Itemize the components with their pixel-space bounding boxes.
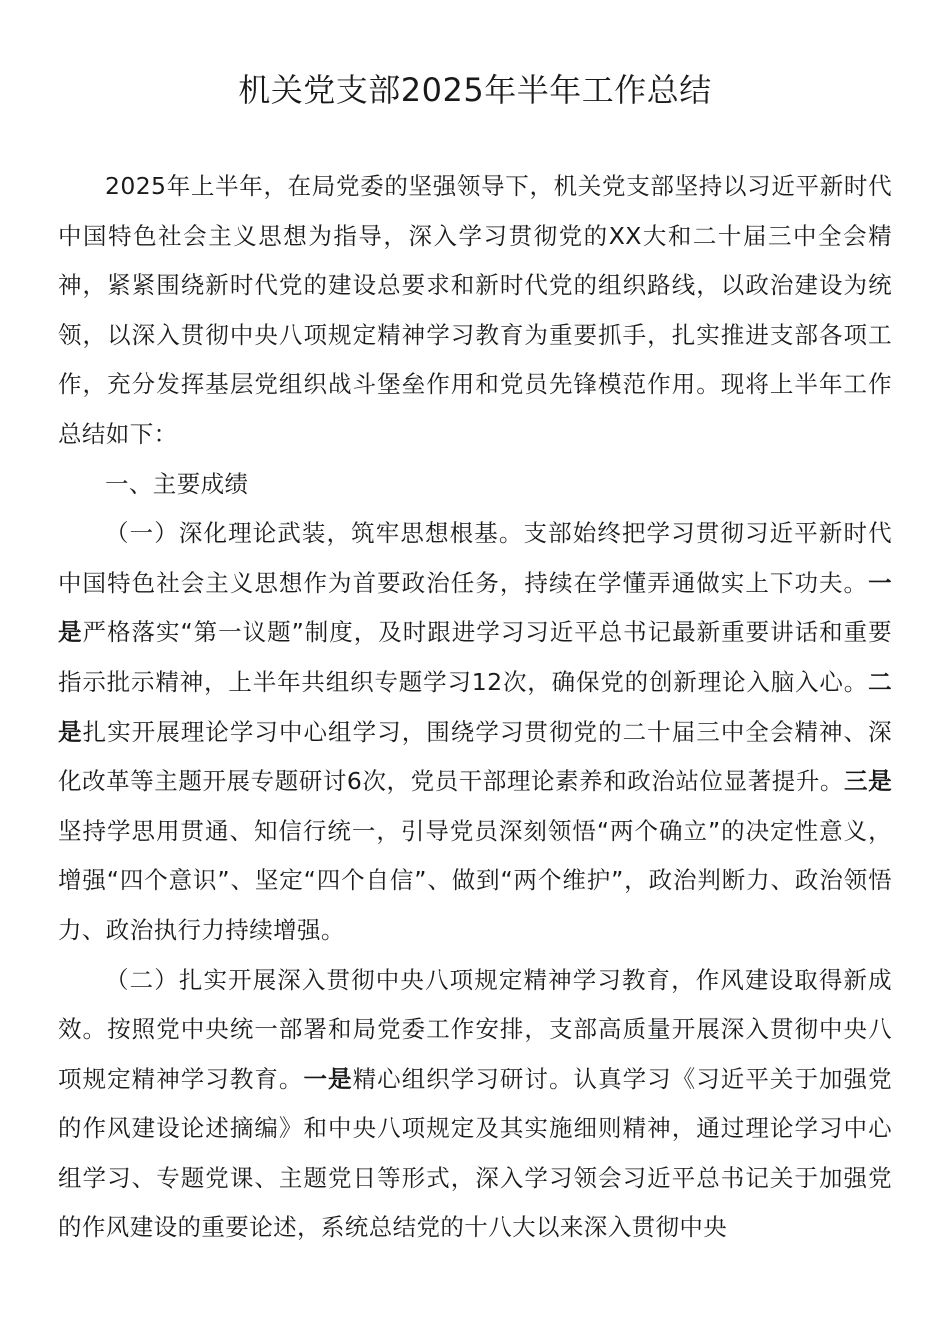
paragraph-theory-study <box>58 509 892 955</box>
point-text-first: 精心组织学习研讨。认真学习《习近平关于加强党的作风建设论述摘编》和中央八项规定及其实施细则精神，通过理论学习中心组学习、专题党课、主题党日等形式，深入学习领会习近平总书记关于加强党的作风建设的重要论述，系统总结党的十八大以来深入贯彻中央 <box>58 1064 892 1242</box>
point-label-first: 一是 <box>58 568 892 647</box>
section-heading-main-achievements: 一、主要成绩 <box>105 469 249 498</box>
point-text-third: 坚持学思用贯通、知信行统一，引导党员深刻领悟“两个确立”的决定性意义，增强“四个意识”、坚定“四个自信”、做到“两个维护”，政治判断力、政治领悟力、政治执行力持续增强。 <box>58 816 892 944</box>
point-label-third: 三是 <box>844 767 892 796</box>
point-text-first: 严格落实“第一议题”制度，及时跟进学习习近平总书记最新重要讲话和重要指示批示精神，上半年共组织专题学习12次，确保党的创新理论入脑入心。 <box>58 618 892 696</box>
document-body <box>58 162 892 1253</box>
point-text-second: 扎实开展理论学习中心组学习，围绕学习贯彻党的二十届三中全会精神、深化改革等主题开展专题研讨6次，党员干部理论素养和政治站位显著提升。 <box>58 717 893 796</box>
paragraph-lead: （二）扎实开展深入贯彻中央八项规定精神学习教育，作风建设取得新成效。按照党中央统一部署和局党委工作安排，支部高质量开展深入贯彻中央八项规定精神学习教育。 <box>58 965 892 1093</box>
document-title: 机关党支部2025年半年工作总结 <box>238 71 712 109</box>
intro-paragraph: 2025年上半年，在局党委的坚强领导下，机关党支部坚持以习近平新时代中国特色社会主义思想为指导，深入学习贯彻党的XX大和二十届三中全会精神，紧紧围绕新时代党的建设总要求和新时代党的组织路线，以政治建设为统领，以深入贯彻中央八项规定精神学习教育为重要抓手，扎实推进支部各项工作，充分发挥基层党组织战斗堡垒作用和党员先锋模范作用。现将上半年工作总结如下： <box>58 172 892 448</box>
paragraph-lead: （一）深化理论武装，筑牢思想根基。支部始终把学习贯彻习近平新时代中国特色社会主义思想作为首要政治任务，持续在学懂弄通做实上下功夫。 <box>58 519 892 597</box>
paragraph-eight-rules-education <box>58 956 892 1254</box>
point-label-first: 一是 <box>303 1064 353 1093</box>
point-label-second: 二是 <box>58 667 892 746</box>
